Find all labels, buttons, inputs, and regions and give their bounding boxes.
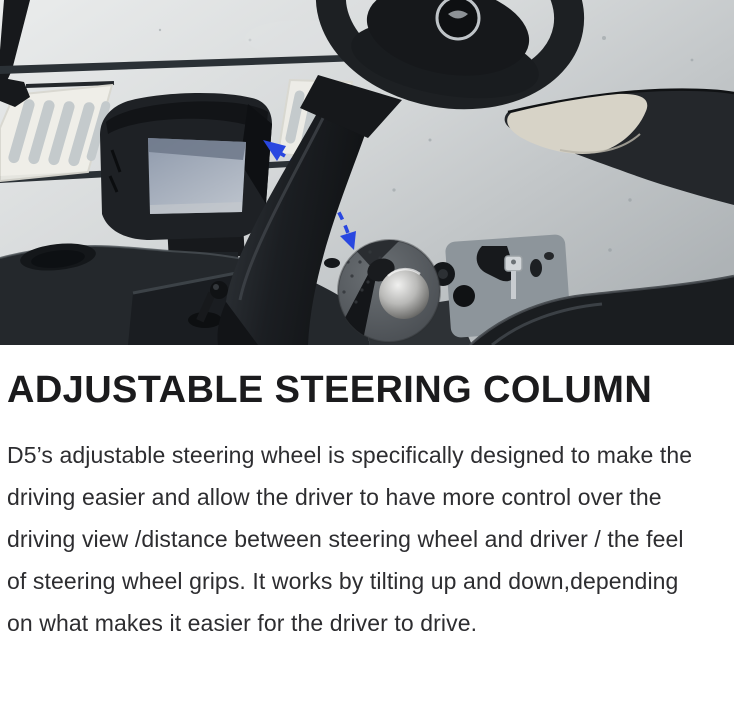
description-paragraph: D5’s adjustable steering wheel is specifically designed to make the driving easier and allow the driver to have more control over the driving view /distance between steering wheel and driver / the feel of steering wheel grips. It works by tilting up and down,depending on what makes it easier for the driver to drive. [7, 441, 693, 636]
steering-column-photo [0, 0, 734, 345]
hero-image [0, 0, 734, 345]
switch-knob [453, 285, 475, 307]
ball-knob [379, 269, 429, 319]
steering-hub-badge [437, 0, 479, 39]
page-title: ADJUSTABLE STEERING COLUMN [7, 369, 653, 411]
